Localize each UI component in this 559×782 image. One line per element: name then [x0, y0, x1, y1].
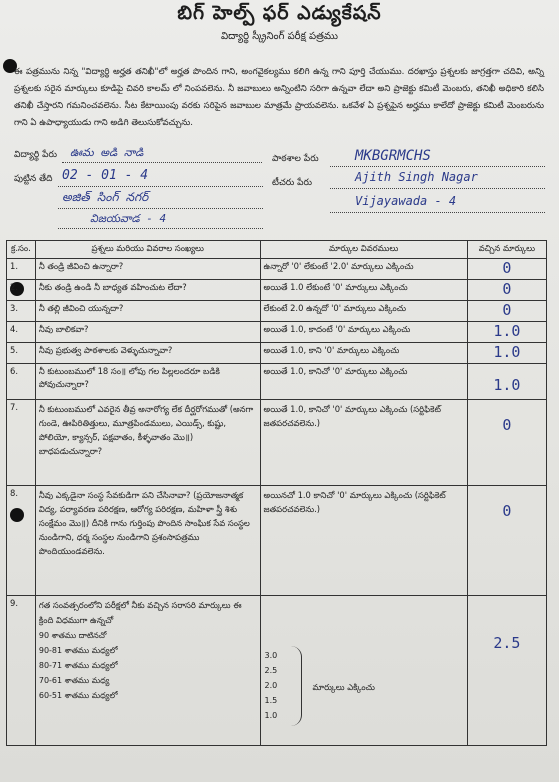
grade-points: 1.5: [264, 696, 278, 705]
row-no: 6.: [7, 364, 36, 400]
row-question: గత సంవత్సరంలోని పరీక్షలో నీకు వచ్చిన సరాసరి మార్కులు ఈ క్రింది విధముగా ఉన్నచో: [38, 600, 242, 625]
table-row: [7, 486, 547, 596]
grade-label: 90 శాతము దాటినచో: [38, 631, 107, 640]
school-line: [330, 166, 545, 167]
table-header-row: [7, 241, 547, 259]
dob-label: పుట్టిన తేది: [14, 174, 53, 184]
grade-label: 80-71 శాతము మధ్యలో: [38, 661, 118, 670]
row-marks: 1.0: [493, 322, 521, 340]
school-value: MKBGRMCHS: [355, 148, 431, 164]
teacher-label: టీచరు పేరు: [272, 178, 312, 188]
grade-points: 3.0: [264, 651, 278, 660]
grade-points: 2.5: [264, 666, 278, 675]
row-no: 4.: [7, 322, 36, 343]
row-no: 5.: [7, 343, 36, 364]
row-rule: అయితే 1.0 లేకుంటే '0' మార్కులు ఎక్కించు: [260, 280, 467, 301]
grade-label: 70-61 శాతము మధ్య: [38, 676, 110, 685]
table-row: [7, 280, 547, 301]
row-marks: 0: [502, 259, 512, 277]
table-row: [7, 343, 547, 364]
place-line: [330, 212, 545, 213]
row-question: నీ తల్లి జీవించి యున్నదా?: [35, 301, 260, 322]
table-row: [7, 364, 547, 400]
row-marks: 1.0: [493, 343, 521, 361]
table-row: [7, 301, 547, 322]
row-question: నీవు ప్రభుత్వ పాఠశాలకు వెళ్ళుచున్నావా?: [35, 343, 260, 364]
student-name-line: [62, 162, 262, 163]
row-rule: ఉన్నారో '0' లేకుంటే '2.0' మార్కులు ఎక్కించు: [260, 259, 467, 280]
row-marks: 1.0: [493, 376, 521, 394]
row-no: 2.: [7, 280, 36, 301]
class-line: [58, 228, 263, 229]
row-no: 3.: [7, 301, 36, 322]
place-value: Vijayawada - 4: [355, 194, 457, 208]
header-rule: మార్కుల వివరములు: [260, 241, 467, 259]
father-name-line: [58, 208, 263, 209]
dob-line: [58, 186, 263, 187]
header-question: ప్రశ్నలు మరియు వివరాల సంఖ్యలు: [35, 241, 260, 259]
grade-rule: మార్కులు ఎక్కించు: [312, 682, 375, 692]
table-row: [7, 322, 547, 343]
header-marks: వచ్చిన మార్కులు: [467, 241, 546, 259]
form-title: బిగ్ హెల్ప్ ఫర్ ఎడ్యుకేషన్: [177, 2, 382, 24]
grade-points: 2.0: [264, 681, 278, 690]
row-rule: అయితే 1.0, కానిచో '0' మార్కులు ఎక్కించు: [260, 364, 467, 400]
form-subtitle: విద్యార్థి స్క్రీనింగ్ పరీక్ష పత్రము: [221, 31, 338, 42]
dob-value: 02 - 01 - 4: [62, 168, 149, 183]
row-question: నీ కుటుంబములో 18 సం॥ లోపు గల పిల్లలందరూ బడికి పోవుచున్నారా?: [35, 364, 260, 400]
row-rule: అయితే 1.0, కాని '0' మార్కులు ఎక్కించు: [260, 343, 467, 364]
row-question: నీ తండ్రి జీవించి ఉన్నారా?: [35, 259, 260, 280]
table-row: [7, 400, 547, 486]
student-name-value: ఊమ అడి నాడి: [70, 146, 144, 159]
row-marks: 0: [502, 416, 512, 434]
teacher-value: Ajith Singh Nagar: [355, 170, 478, 184]
table-row: [7, 259, 547, 280]
row-question: నీకు తండ్రి ఉండి నీ బాధ్యత వహించుట లేదా?: [35, 280, 260, 301]
brace-icon: [291, 646, 302, 726]
grade-label: 90-81 శాతము మధ్యలో: [38, 646, 118, 655]
row-marks: 0: [502, 301, 512, 319]
teacher-line: [330, 188, 545, 189]
instructions-paragraph: ఈ పత్రమును నిన్న "విద్యార్థి అర్హత తనిఖీ"లో అర్హత పొందిన గాని, అంగవైకల్యము కలిగి ఉన్న గాని పూర్తి చేయుము. దరఖాస్తు ప్రశ్నలకు జాగ్రత్తగా చదివి, అన్ని ప్రశ్నలకు సరైన మార్కులు కూడిపై చివరి కాలమ్ లో నింపవలెను. నీ జవాబులు అన్నింటిని సరిగా ఉన్నవా లేదా అని ప్రాజెక్టు కమిటీ మెంబరు, తనిఖీ అధికారి కలిసి తనిఖీ చేస్తారని గమనించవలెను. సీట కేటాయింపు వరకు సరిపైన జవాబుల మాత్రమే ప్రాయవలెను. ఒకవేళ ఏ ప్రశ్నపైన అర్హము కాలేదో ప్రాజెక్టు కమిటీ మెంబరును గాని ఏ ఉపాధ్యాయుడు గాని అడిగి తెలుసుకోవచ్చును.: [14, 67, 544, 128]
father-name-value: అజిత్ సింగ్ నగర్: [62, 190, 149, 204]
table-row: [7, 596, 547, 746]
grade-label: 60-51 శాతము మధ్యలో: [38, 691, 118, 700]
row-no: 9.: [7, 596, 36, 746]
class-value: విజయవాడ - 4: [90, 212, 167, 225]
student-name-label: విద్యార్థి పేరు: [14, 150, 57, 160]
row-no: 8.: [7, 486, 36, 596]
grade-points: 1.0: [264, 711, 278, 720]
row-question: నీ కుటుంబములో ఎవరైన తీవ్ర అనారోగ్య లేక దీర్ఘరోగముతో (అనగా గుండె, ఊపిరితిత్తులు, మూత్రపిండములు, ఎయిడ్స్, కుష్టు, పోలియో, క్యాన్సర్, పక్షవాతం, కీళ్ళవాతం మొ॥) బాధపడుచున్నారా?: [35, 400, 260, 486]
header-no: క్ర.సం.: [7, 241, 36, 259]
screening-table: [6, 240, 547, 746]
row-rule: అయితే 1.0, కాదంటే '0' మార్కులు ఎక్కించు: [260, 322, 467, 343]
row-marks: 0: [502, 502, 512, 520]
row-marks: 2.5: [493, 634, 521, 652]
row-question: నీవు ఎక్కడైనా సంస్థ సేవకుడిగా పని చేసినావా? (ప్రయోజనాత్మక విద్య, పర్యావరణ పరిరక్షణ, ఆరోగ్య పరిరక్షణ, మహిళా స్త్రీ శిశు సంక్షేమం మొ॥) దీనికి గాను గుర్తింపు పొందిన సాంఘిక సేవ సంస్థల నుండిగాని, ధర్మ సంస్థల నుండిగాని ప్రశంసాపత్రము పొందియుండవలెను.: [35, 486, 260, 596]
row-rule: అయితే 1.0, కానిచో '0' మార్కులు ఎక్కించు (సర్టిఫికెట్ జతపరచవలెను.): [260, 400, 467, 486]
row-marks: 0: [502, 280, 512, 298]
row-rule: అయినచో 1.0 కానిచో '0' మార్కులు ఎక్కించు (సర్టిఫికెట్ జతపరచవలెను.): [260, 486, 467, 596]
row-no: 7.: [7, 400, 36, 486]
row-question: నీవు బాలికవా?: [35, 322, 260, 343]
school-label: పాఠశాల పేరు: [272, 154, 319, 164]
row-rule: లేకుంటే 2.0 ఉన్నదో '0' మార్కులు ఎక్కించు: [260, 301, 467, 322]
row-no: 1.: [7, 259, 36, 280]
